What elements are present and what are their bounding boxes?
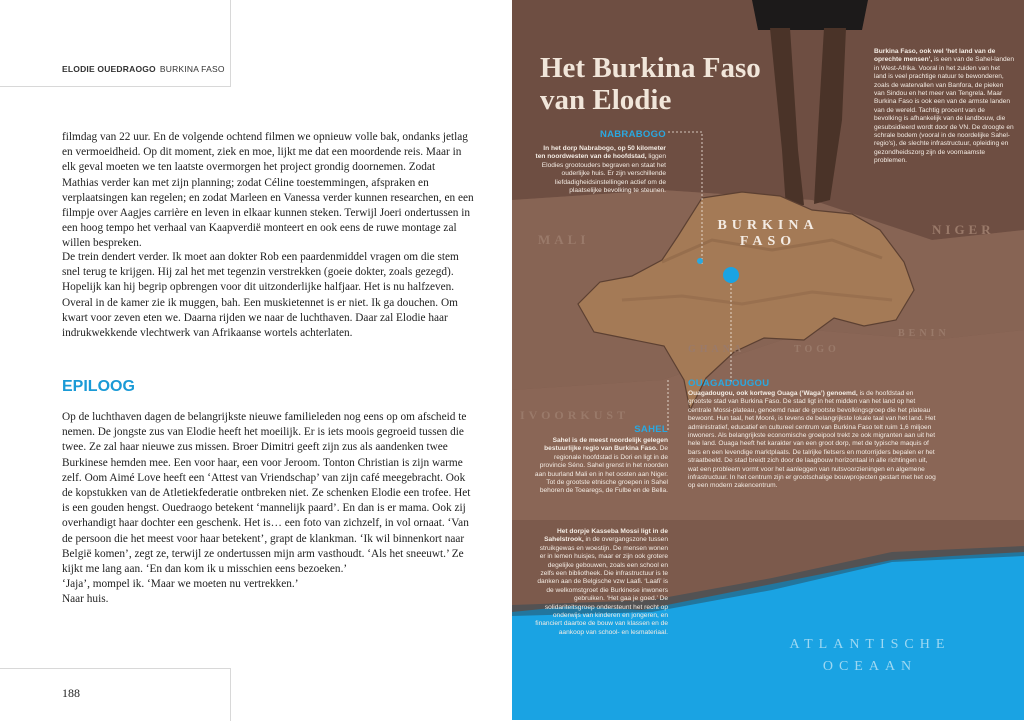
- nabrabogo-text: [532, 145, 666, 195]
- right-page-map: [512, 0, 1024, 720]
- title-line-2: van Elodie: [540, 84, 672, 116]
- label-mali: MALI: [538, 232, 590, 247]
- label-faso: FASO: [739, 234, 797, 249]
- ocean-line-2: OCEAAN: [822, 659, 918, 674]
- sahel-bold: Sahel is de meest noordelijk gelegen bestuurlijke regio van Burkina Faso.: [544, 437, 668, 453]
- capital-marker-icon: [722, 266, 740, 284]
- ouagadougou-rest: is de hoofdstad en grootste stad van Burkina Faso. De stad ligt in het midden van het land op het centrale Mossi-plateau, genoemd naar de grootste bevolkingsgroep die het plateau bewoont. Hun taal, het Mooré, is tevens de belangrijkste lokale taal van het land. Het administratief, educatief en cultureel centrum van Burkina Faso telt ruim 1,6 miljoen inwoners. Als belangrijkste economische groeipool trekt ze ook migranten aan uit het hele land. Ouaga heeft het karakter van een groot dorp, met de typische maquis of bars en een levendige marktplaats. De talrijke fietsers en motorrijders bepalen er het straatbeeld. De stad breidt zich door de laagbouw horizontaal in alle richtingen uit, wat een probleem vormt voor het aanleggen van nutsvoorzieningen en algemene infrastructuur. In het centrum zijn er grootschalige bouwprojecten gestart met het oog op een modern zakencentrum.: [688, 390, 936, 490]
- body-paragraph: [62, 250, 474, 341]
- running-head-place: BURKINA FASO: [159, 64, 225, 74]
- epilogue-line: ‘Jaja’, mompel ik. ‘Maar we moeten nu vertrekken.’: [62, 578, 299, 591]
- paragraph-2: De trein dendert verder. Ik moet aan dokter Rob een paardenmiddel vragen om die stem snel terug te krijgen. Hij zal het met tegenzin verstrekken (goeie dokter, zoals gezegd). Hopelijk kan hij begrip opbrengen voor dit uitzonderlijke halfjaar. Het is nu halfzeven. Overal in de kamer zie ik muggen, bah. Een muskietennet is er niet. Ik ga douchen. Om kwart voor zeven eten we. Daarna rijden we naar de luchthaven. Daar zal Elodie haar indrukwekkende vlechtwerk van Afrikaanse wortels achterlaten.: [62, 251, 459, 340]
- kasseba-text: [534, 528, 668, 637]
- nabrabogo-bold: In het dorp Nabrabogo, op 50 kilometer ten noordwesten van de hoofdstad,: [535, 145, 666, 161]
- ocean-line-1: ATLANTISCHE: [789, 637, 951, 652]
- ouagadougou-label: OUAGADOUGOU: [688, 378, 770, 389]
- sahel-label: SAHEL: [634, 424, 668, 435]
- ocean-label: [780, 634, 960, 678]
- label-ghana: GHANA: [688, 344, 746, 355]
- label-burkina: BURKINA: [717, 218, 819, 233]
- body-paragraph: [62, 130, 474, 252]
- label-ivoorkust: IVOORKUST: [520, 408, 630, 422]
- page-number: 188: [62, 686, 80, 700]
- epilogue-line: Naar huis.: [62, 593, 109, 606]
- running-head: [62, 64, 225, 74]
- label-benin: BENIN: [898, 328, 950, 339]
- ouagadougou-text: [688, 390, 936, 491]
- label-niger: NIGER: [932, 222, 995, 237]
- title-line-1: Het Burkina Faso: [540, 52, 761, 84]
- village-marker-icon: [696, 257, 704, 265]
- ouagadougou-bold: Ouagadougou, ook kortweg Ouaga (‘Waga’) genoemd,: [688, 390, 858, 397]
- intro-rest: is een van de Sahel-landen in West-Afrika. Vooral in het zuiden van het land is veel prachtige natuur te bewonderen, zoals de watervallen van Banfora, de pieken van Sindou en het meer van Tengrela. Maar Burkina Faso is ook een van de armste landen van de wereld. Tachtig procent van de bevolking is afhankelijk van de landbouw, die gesubsidieerd wordt door de VN. De droogte en schrale bodem (vooral in de noordelijke Sahel-regio's), de slechte infrastructuur, opleiding en gezondheidszorg zijn de voornaamste problemen.: [874, 56, 1015, 165]
- kasseba-bold: Het dorpje Kasseba Mossi ligt in de Sahelstrook,: [544, 528, 668, 544]
- epilogue-text: [62, 410, 474, 608]
- left-page: [0, 0, 512, 720]
- intro-bold: Burkina Faso, ook wel ‘het land van de oprechte mensen’,: [874, 48, 996, 64]
- sahel-rest: De regionale hoofdstad is Dori en ligt in de provincie Séno. Sahel grenst in het noorden aan buurland Mali en in het oosten aan Niger. Tot de grootste etnische groepen in Sahel behoren de Toearegs, de Fulbe en de Bella.: [534, 445, 668, 495]
- nabrabogo-rest: liggen Elodies grootouders begraven en staat het ouderlijke huis. Er zijn verschillende liefdadigheidsinstellingen actief om de plaatselijke bevolking te steunen.: [541, 153, 666, 195]
- epilogue-heading: EPILOOG: [62, 378, 135, 395]
- footer-frame: [0, 668, 231, 721]
- kasseba-rest: in de overgangszone tussen struikgewas en woestijn. De mensen wonen er in lemen huisjes, maar er zijn ook grotere degelijke gebouwen, zoals een school en zelfs een bibliotheek. Die infrastructuur is te danken aan de Belgische vzw Laafi. ‘Laafi’ is de welkomstgroet die Burkinese inwoners gebruiken. ‘Het gaa je goed.’ De solidariteitsgroep ondersteunt het recht op onderwijs van kinderen en jongeren, en financiert daartoe de bouw van klassen en de aankoop van school- en lesmateriaal.: [535, 536, 668, 636]
- intro-text: [874, 48, 1014, 166]
- running-head-author: ELODIE OUEDRAOGO: [62, 64, 156, 74]
- feature-title: [540, 52, 761, 116]
- label-burkina-faso: [698, 218, 838, 250]
- dress-shape: [752, 0, 868, 30]
- nabrabogo-label: NABRABOGO: [599, 129, 666, 140]
- epilogue-paragraph: Op de luchthaven dagen de belangrijkste nieuwe familieleden nog eens op om afscheid te nemen. De jongste zus van Elodie heeft het moeilijk. Er is iets moois gegroeid tussen die twee. Ze zal haar nieuwe zus missen. Broer Dimitri geeft zijn zus als aandenken twee Burkinese hemden mee. Een voor haar, een voor Jeroom. Tonton Christian is zijn warme zelf. Oom Aimé Love heeft een ‘Attest van Vriendschap’ van zijn café meegebracht. Ook de kopstukken van de Atletiekfederatie ontbreken niet. Ze schenken Elodie een trofee. Het is een gouden hengst. Ouedraogo betekent ‘mannelijk paard’. En dan is er mama. Ook zij overhandigt haar dochter een geschenk. Het is… een foto van zichzelf, in vol ornaat. ‘Van de persoon die het meest voor haar betekent’, grapt de klankman. ‘Ik wil binnenkort naar België komen’, zegt ze, terwijl ze ondertussen mijn arm vasthoudt. ‘Als het sneeuwt.’ Ze kijkt me lang aan. ‘En dan kom ik u misschien eens bezoeken.’: [62, 411, 471, 576]
- label-togo: TOGO: [794, 344, 840, 355]
- sahel-text: [534, 437, 668, 496]
- paragraph-1: filmdag van 22 uur. En de volgende ochtend filmen we opnieuw volle bak, ondanks jetlag en vermoeidheid. Op dit moment, ziek en moe, lijkt me dat een moordende reis. Maar in elk geval moeten we ten laatste overmorgen het project grondig doornemen. Zodat Mathias verder kan met zijn planning; zodat Céline toestemmingen, afspraken en verplaatsingen kan regelen; en zodat Marleen en Vanessa verder kunnen researchen, en een filmpje over Aagjes carrière en leven in elkaar kunnen steken. Terwijl Joeri ondertussen in een hoog tempo het verhaal van Kaapverdië monteert en ook eens de ruwe montage zal willen bespreken.: [62, 131, 474, 250]
